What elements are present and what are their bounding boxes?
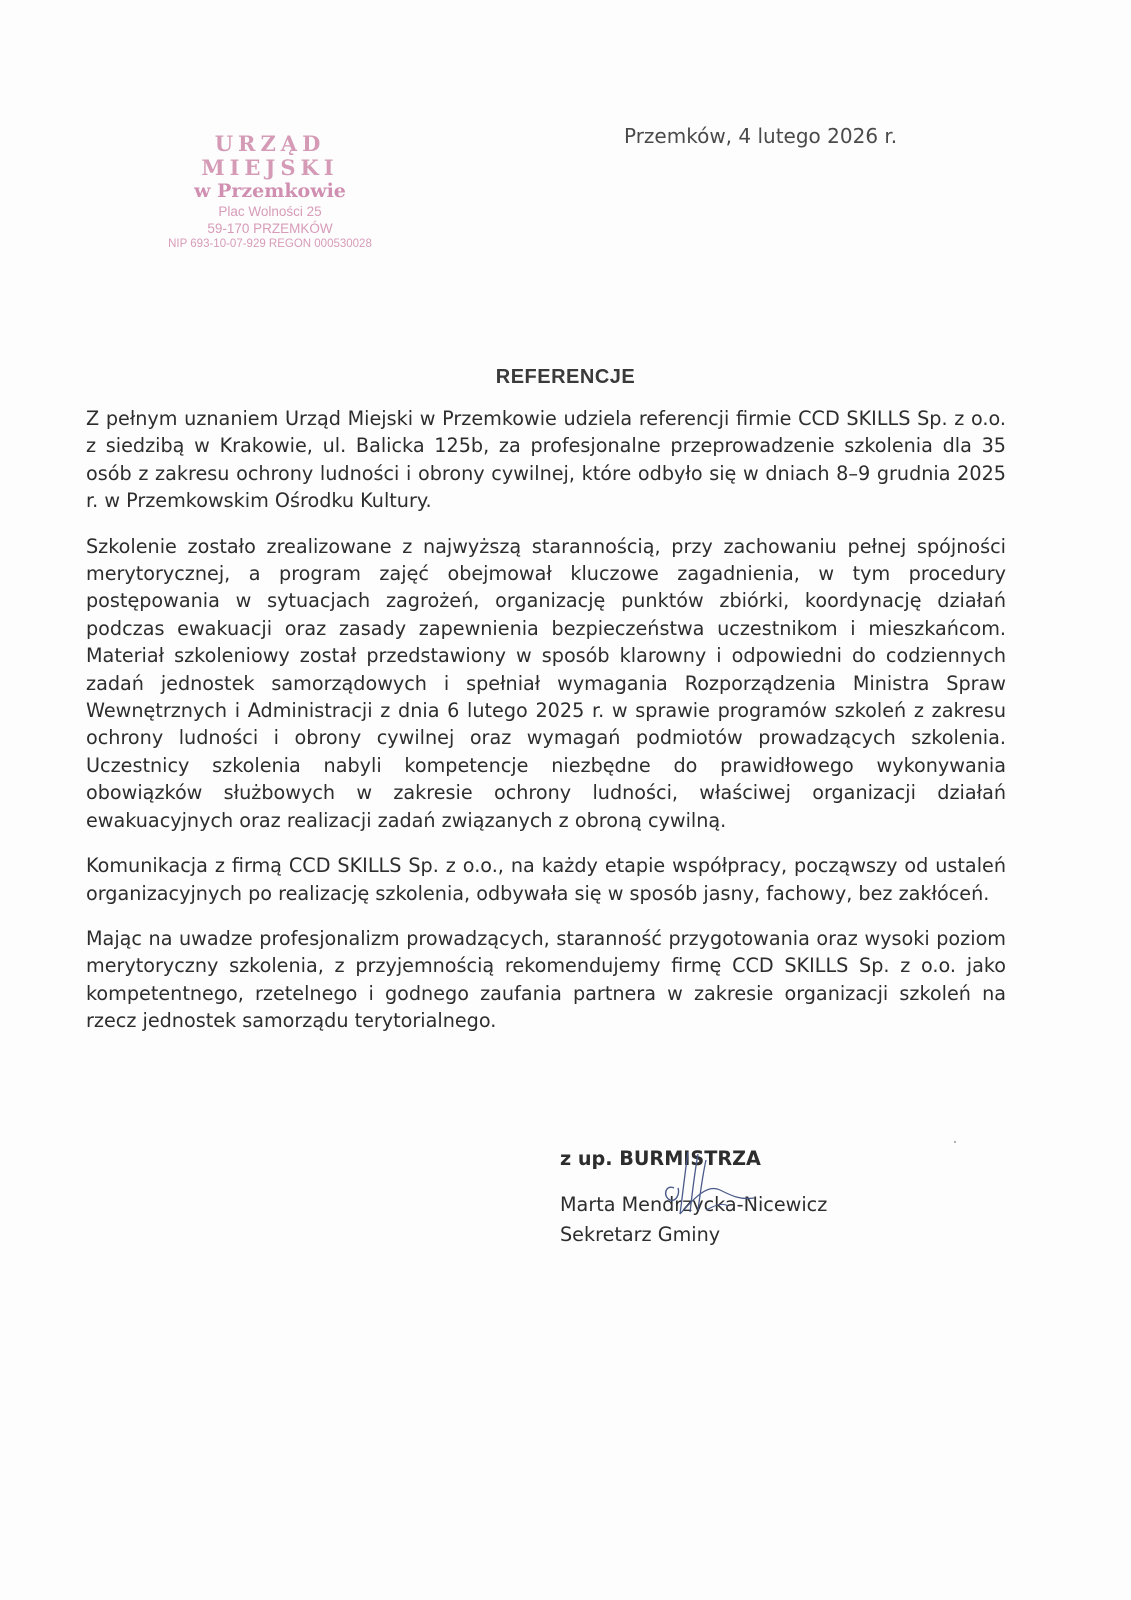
- scan-speck: [954, 1141, 956, 1143]
- signature-role: z up. BURMISTRZA: [560, 1147, 761, 1170]
- document-title: REFERENCJE: [495, 366, 636, 388]
- stamp-office-name: URZĄD MIEJSKI: [201, 131, 339, 181]
- stamp-tax-ids: NIP 693-10-07-929 REGON 000530028: [168, 238, 372, 251]
- signature-block: [560, 1144, 827, 1250]
- stamp-town: w Przemkowie: [194, 180, 346, 203]
- paragraph-training: Szkolenie zostało zrealizowane z najwyższą starannością, przy zachowaniu pełnej spójności merytorycznej, a program zajęć obejmował kluczowe zagadnienia, w tym procedury postępowania w sytuacjach zagrożeń, organizację punktów zbiórki, koordynację działań podczas ewakuacji oraz zasady zapewnienia bezpieczeństwa uczestnikom i mieszkańcom. Materiał szkoleniowy został przedstawiony w sposób klarowny i odpowiedni do codziennych zadań jednostek samorządowych i spełniał wymagania Rozporządzenia Ministra Spraw Wewnętrznych i Administracji z dnia 6 lutego 2025 r. w sprawie programów szkoleń z zakresu ochrony ludności i obrony cywilnej oraz wymagań podmiotów prowadzących szkolenia. Uczestnicy szkolenia nabyli kompetencje niezbędne do prawidłowego wykonywania obowiązków służbowych w zakresie ochrony ludności, właściwej organizacji działań ewakuacyjnych oraz realizacji zadań związanych z obroną cywilną.: [86, 534, 1006, 832]
- stamp-postal: 59-170 PRZEMKÓW: [207, 220, 333, 236]
- signature-name: Marta Mendrzycka-Nicewicz: [560, 1193, 828, 1216]
- letter-date: Przemków, 4 lutego 2026 r.: [624, 124, 898, 148]
- paragraph-communication: Komunikacja z firmą CCD SKILLS Sp. z o.o., na każdy etapie współpracy, począwszy od ustaleń organizacyjnych po realizację szkolenia, odbywała się w sposób jasny, fachowy, bez zakłóceń.: [86, 854, 1006, 905]
- signature-position: Sekretarz Gminy: [560, 1223, 721, 1246]
- paragraph-recommendation: Mając na uwadze profesjonalizm prowadzących, staranność przygotowania oraz wysoki poziom merytoryczny szkolenia, z przyjemnością rekomendujemy firmę CCD SKILLS Sp. z o.o. jako kompetentnego, rzetelnego i godnego zaufania partnera w zakresie organizacji szkoleń na rzecz jednostek samorządu terytorialnego.: [86, 926, 1006, 1033]
- office-stamp: [140, 132, 400, 251]
- paragraph-intro: Z pełnym uznaniem Urząd Miejski w Przemkowie udziela referencji firmie CCD SKILLS Sp. z o.o. z siedzibą w Krakowie, ul. Balicka 125b, za profesjonalne przeprowadzenie szkolenia dla 35 osób z zakresu ochrony ludności i obrony cywilnej, które odbyło się w dniach 8–9 grudnia 2025 r. w Przemkowskim Ośrodku Kultury.: [86, 407, 1006, 513]
- stamp-street: Plac Wolności 25: [218, 204, 322, 220]
- letter-body: [86, 405, 1006, 1053]
